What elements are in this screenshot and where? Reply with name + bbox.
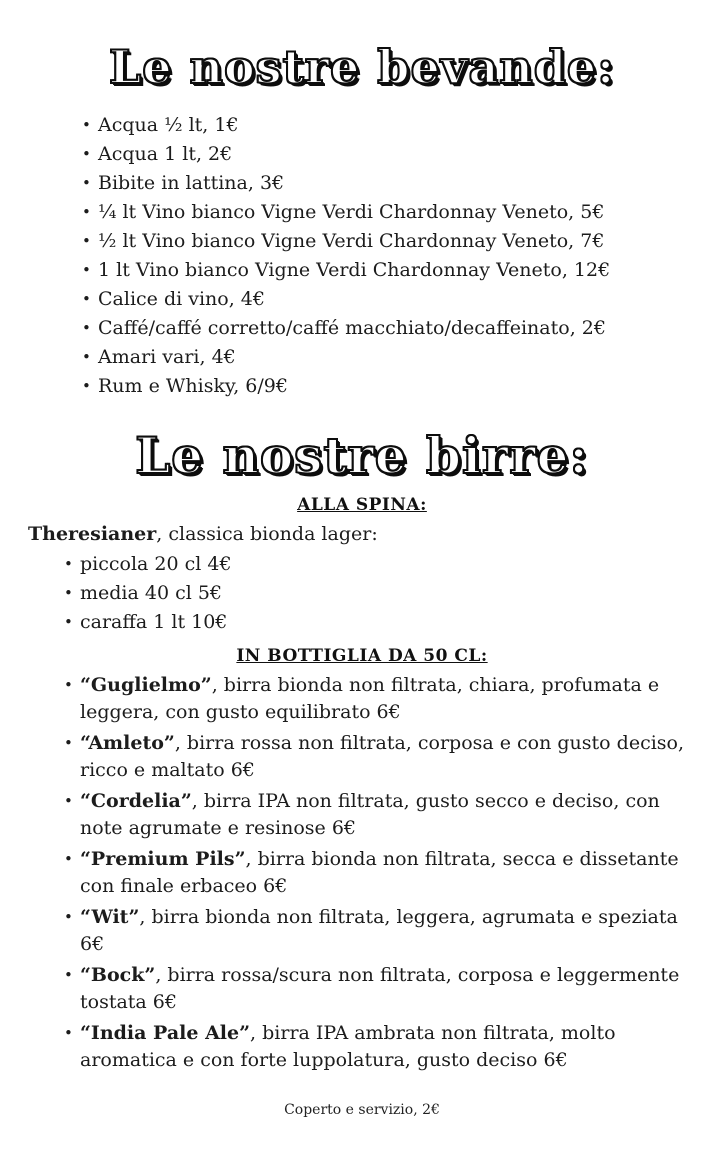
bevande-item-text: Calice di vino, 4€ <box>98 287 265 310</box>
spina-item <box>80 551 696 578</box>
beer-name: “Wit” <box>80 905 140 928</box>
beer-description: , birra rossa non filtrata, corposa e con gusto deciso, ricco e maltato 6€ <box>80 732 685 782</box>
bottiglia-item <box>80 846 696 900</box>
beer-name: “Amleto” <box>80 732 175 755</box>
beer-description: , birra rossa/scura non filtrata, corposa e leggermente tostata 6€ <box>80 963 680 1013</box>
bevande-item <box>98 228 696 255</box>
bevande-item <box>98 286 696 313</box>
beer-description: , birra bionda non filtrata, chiara, profumata e leggera, con gusto equilibrato 6€ <box>80 674 660 724</box>
bottiglia-item <box>80 904 696 958</box>
beer-name: “Bock” <box>80 963 156 986</box>
bevande-item <box>98 112 696 139</box>
spina-heading: ALLA SPINA: <box>297 494 427 515</box>
bevande-list <box>28 112 696 400</box>
spina-brand: Theresianer <box>28 522 157 545</box>
bevande-item-text: Amari vari, 4€ <box>98 345 236 368</box>
bevande-item <box>98 344 696 371</box>
beer-name: “India Pale Ale” <box>80 1021 251 1044</box>
bevande-item-text: 1 lt Vino bianco Vigne Verdi Chardonnay Veneto, 12€ <box>98 258 611 281</box>
bevande-item-text: Rum e Whisky, 6/9€ <box>98 374 288 397</box>
birre-title: Le nostre birre: <box>135 425 589 485</box>
spina-list <box>28 551 696 636</box>
beer-description: , birra bionda non filtrata, secca e dissetante con finale erbaceo 6€ <box>80 848 679 897</box>
bevande-item <box>98 170 696 197</box>
spina-item <box>80 609 696 636</box>
bevande-item-text: Caffé/caffé corretto/caffé macchiato/decaffeinato, 2€ <box>98 316 606 339</box>
beer-description: , birra bionda non filtrata, leggera, agrumata e speziata 6€ <box>80 905 678 955</box>
bevande-item-text: ½ lt Vino bianco Vigne Verdi Chardonnay Veneto, 7€ <box>98 229 605 252</box>
spina-intro-rest: , classica bionda lager: <box>156 522 378 545</box>
bottiglia-item <box>80 788 696 842</box>
bottiglia-list <box>28 672 696 1074</box>
spina-item-text: caraffa 1 lt 10€ <box>80 611 228 634</box>
bottiglia-item <box>80 730 696 784</box>
bevande-item <box>98 199 696 226</box>
beer-name: “Cordelia” <box>80 790 192 813</box>
bevande-item <box>98 315 696 342</box>
bevande-item <box>98 141 696 168</box>
beer-name: “Premium Pils” <box>80 848 246 870</box>
bevande-item-text: Bibite in lattina, 3€ <box>98 171 285 194</box>
spina-item-text: media 40 cl 5€ <box>80 582 223 605</box>
bottiglia-item <box>80 962 696 1016</box>
spina-item-text: piccola 20 cl 4€ <box>80 553 232 576</box>
bottiglia-heading: IN BOTTIGLIA DA 50 CL: <box>236 646 488 667</box>
bottiglia-item <box>80 672 696 726</box>
spina-intro <box>28 521 696 548</box>
footer-note: Coperto e servizio, 2€ <box>284 1101 440 1118</box>
bevande-item-text: Acqua ½ lt, 1€ <box>98 114 239 136</box>
bottiglia-item <box>80 1020 696 1074</box>
beer-name: “Guglielmo” <box>80 674 212 697</box>
bevande-item <box>98 257 696 284</box>
spina-item <box>80 580 696 607</box>
bevande-item <box>98 373 696 400</box>
beer-description: , birra IPA non filtrata, gusto secco e deciso, con note agrumate e resinose 6€ <box>80 790 660 840</box>
beer-description: , birra IPA ambrata non filtrata, molto aromatica e con forte luppolatura, gusto deciso 6€ <box>80 1021 616 1071</box>
bevande-item-text: Acqua 1 lt, 2€ <box>98 142 233 165</box>
bevande-title: Le nostre bevande: <box>108 40 616 94</box>
bevande-item-text: ¼ lt Vino bianco Vigne Verdi Chardonnay Veneto, 5€ <box>98 200 605 223</box>
